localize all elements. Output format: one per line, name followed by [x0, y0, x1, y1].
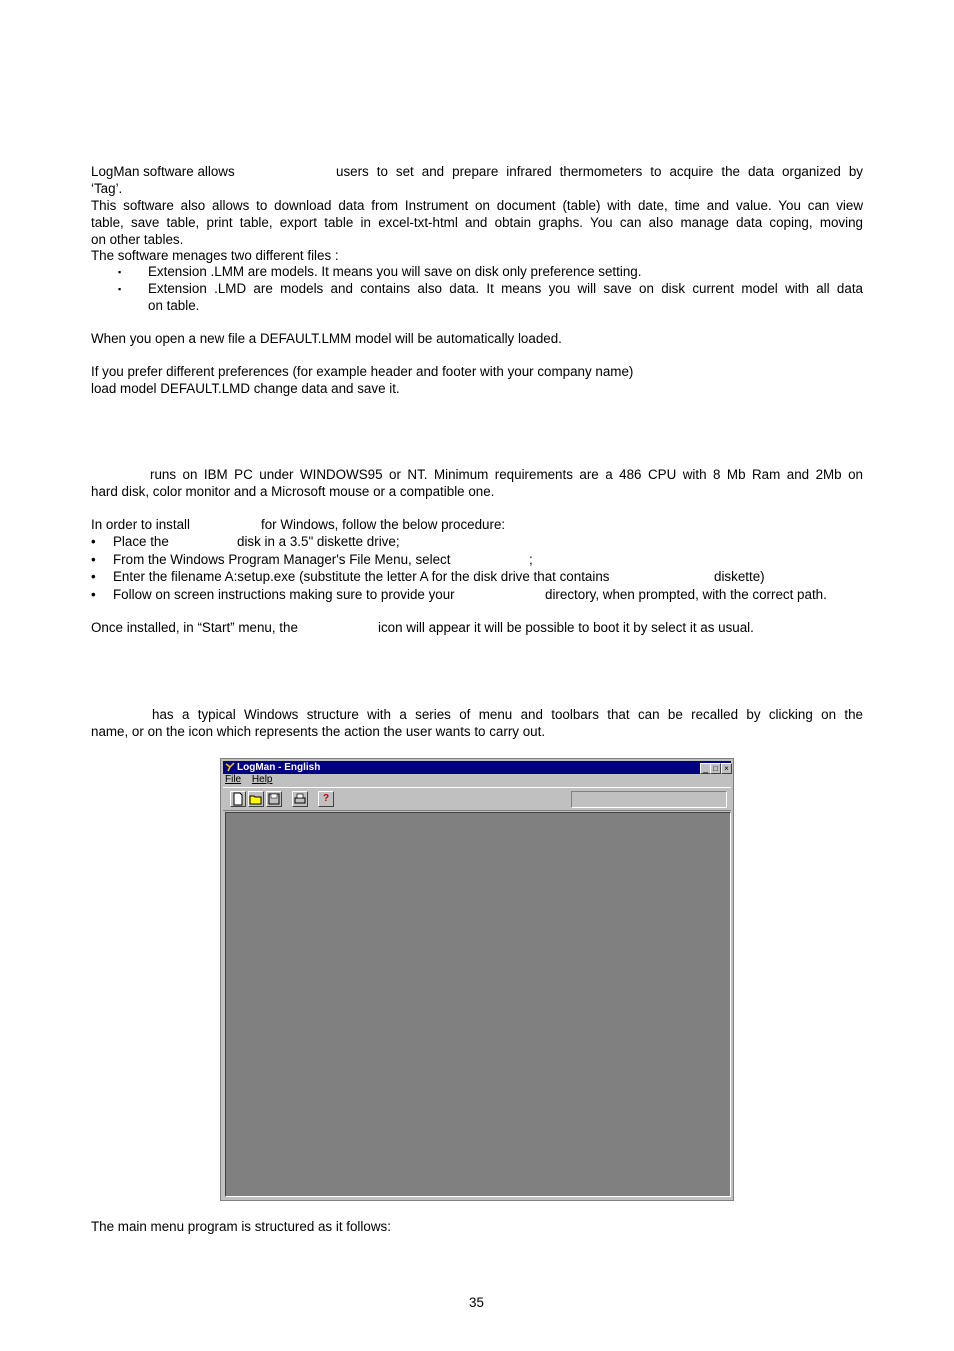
- intro-p5-line2: load model DEFAULT.LMD change data and save it.: [91, 381, 400, 396]
- install-step1-b: disk in a 3.5" diskette drive;: [237, 534, 400, 549]
- install-intro-a: In order to install: [91, 517, 190, 532]
- intro-p3: The software menages two different files :: [91, 248, 339, 263]
- print-icon[interactable]: [292, 791, 308, 807]
- close-icon[interactable]: ×: [721, 763, 732, 774]
- dot-bullet-icon: •: [91, 587, 96, 602]
- intro-p2-line3: on other tables.: [91, 232, 184, 247]
- file-ext-lmd-line2: on table.: [148, 298, 200, 313]
- window-titlebar: [223, 761, 731, 774]
- square-bullet-icon: ▪: [118, 267, 122, 277]
- intro-p2-line2: table, save table, print table, export table in excel-txt-html and obtain graphs. You can also manage data coping, moving: [91, 215, 863, 230]
- intro-p1-a: LogMan software allows: [91, 164, 235, 179]
- dot-bullet-icon: •: [91, 534, 96, 549]
- install-step2-a: From the Windows Program Manager's File Menu, select: [113, 552, 451, 567]
- install-step3-a: Enter the filename A:setup.exe (substitute the letter A for the disk drive that contains: [113, 569, 610, 584]
- file-ext-lmm: Extension .LMM are models. It means you will save on disk only preference setting.: [148, 264, 642, 279]
- install-intro-b: for Windows, follow the below procedure:: [261, 517, 506, 532]
- menu-help[interactable]: Help: [251, 774, 273, 785]
- intro-p2-line1: This software also allows to download data from Instrument on document (table) with date, time and value. You can view: [91, 198, 863, 213]
- install-step2-b: ;: [529, 552, 533, 567]
- install-step4-b: directory, when prompted, with the correct path.: [545, 587, 827, 602]
- menu-bar: [225, 774, 280, 786]
- installed-note-b: icon will appear it will be possible to boot it by select it as usual.: [378, 620, 754, 635]
- toolbar: [223, 787, 731, 811]
- structure-p1-line1: has a typical Windows structure with a series of menu and toolbars that can be recalled by clicking on the: [152, 707, 863, 722]
- intro-p1-c: ‘Tag’.: [91, 181, 123, 196]
- intro-p4: When you open a new file a DEFAULT.LMM model will be automatically loaded.: [91, 331, 562, 346]
- open-folder-icon[interactable]: [248, 791, 264, 807]
- logman-window-screenshot: [220, 758, 734, 1201]
- structure-p1-line2: name, or on the icon which represents the action the user wants to carry out.: [91, 724, 546, 739]
- menu-file[interactable]: File: [225, 774, 242, 785]
- req-p1-line1: runs on IBM PC under WINDOWS95 or NT. Minimum requirements are a 486 CPU with 8 Mb Ram and 2Mb on: [150, 467, 863, 482]
- install-step4-a: Follow on screen instructions making sure to provide your: [113, 587, 455, 602]
- intro-p5-line1: If you prefer different preferences (for example header and footer with your company name): [91, 364, 634, 379]
- window-title: LogMan - English: [237, 762, 321, 773]
- minimize-icon[interactable]: _: [700, 763, 711, 774]
- new-file-icon[interactable]: [230, 791, 246, 807]
- install-step1-a: Place the: [113, 534, 169, 549]
- app-icon: [225, 762, 235, 772]
- installed-note-a: Once installed, in “Start” menu, the: [91, 620, 298, 635]
- mdi-client-area[interactable]: [225, 812, 731, 1197]
- main-menu-intro: The main menu program is structured as it follows:: [91, 1219, 391, 1234]
- toolbar-status-box: [571, 791, 727, 808]
- maximize-icon[interactable]: □: [710, 763, 721, 774]
- req-p1-line2: hard disk, color monitor and a Microsoft mouse or a compatible one.: [91, 484, 495, 499]
- page-number: 35: [469, 1295, 484, 1310]
- install-step3-b: diskette): [714, 569, 765, 584]
- save-icon[interactable]: [266, 791, 282, 807]
- dot-bullet-icon: •: [91, 552, 96, 567]
- file-ext-lmd-line1: Extension .LMD are models and contains also data. It means you will save on disk current model with all data: [148, 281, 863, 296]
- intro-p1-b: users to set and prepare infrared thermometers to acquire the data organized by: [336, 164, 863, 179]
- square-bullet-icon: ▪: [118, 284, 122, 294]
- help-icon[interactable]: ?: [318, 791, 334, 807]
- dot-bullet-icon: •: [91, 569, 96, 584]
